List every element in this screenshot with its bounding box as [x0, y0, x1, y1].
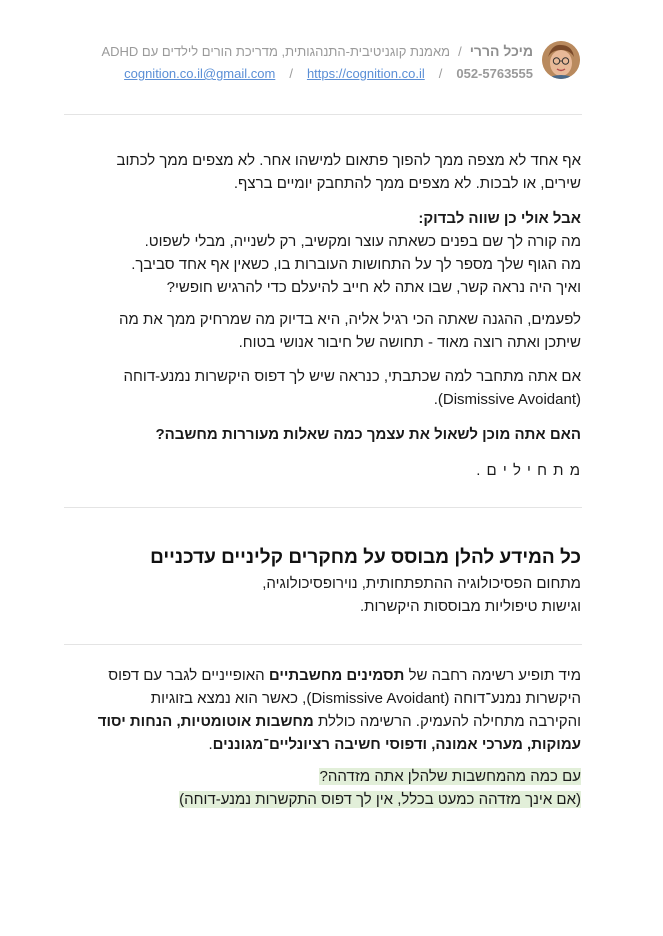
paragraph-line — [91, 788, 581, 811]
defense-paragraph — [91, 308, 581, 354]
paragraph-line: מתחום הפסיכולוגיה ההתפתחותית, נוירופסיכולוגיה, — [262, 575, 581, 592]
header-separator: / — [458, 44, 462, 59]
check-paragraph — [91, 207, 581, 299]
highlighted-question — [91, 765, 581, 811]
author-avatar — [542, 41, 580, 79]
paragraph-line: שיתכן ואתה רוצה מאוד - תחושה של חיבור אנושי בטוח. — [238, 334, 581, 351]
author-name: מיכל הררי — [469, 43, 533, 59]
paragraph-line — [91, 765, 581, 788]
paragraph-line: אם אתה מתחבר למה שכתבתי, כנראה שיש לך דפוס היקשרות נמנע-דוחה — [123, 368, 581, 385]
author-title: מאמנת קוגניטיבית-התנהגותית, מדריכת הורים לילדים עם ADHD — [101, 44, 451, 59]
paragraph-line: וגישות טיפוליות מבוססות היקשרות. — [360, 598, 581, 615]
paragraph-line: (Dismissive Avoidant). — [433, 391, 581, 408]
symptoms-intro-paragraph — [91, 664, 581, 756]
header-separator: / — [438, 66, 443, 81]
paragraph-line: מיד תופיע רשימה רחבה של תסמינים מחשבתיים האופייניים לגבר עם דפוס — [108, 667, 581, 684]
paragraph-line: שירים, או לבכות. לא מצפים ממך להתחבק יומיים ברצף. — [233, 175, 581, 192]
paragraph-line: עמוקות, מערכי אמונה, ודפוסי חשיבה רציונליים־מגוננים. — [208, 736, 581, 753]
author-website-link[interactable]: https://cognition.co.il — [306, 66, 425, 81]
question-line: האם אתה מוכן לשאול את עצמך כמה שאלות מעוררות מחשבה? — [155, 426, 581, 443]
research-heading: כל המידע להלן מבוסס על מחקרים קליניים עדכניים — [150, 547, 581, 568]
paragraph-line: אף אחד לא מצפה ממך להפוך פתאום למישהו אחר. לא מצפים ממך לכתוב — [116, 152, 581, 169]
paragraph-line: לפעמים, ההגנה שאתה הכי רגיל אליה, היא בדיוק מה שמרחיק ממך את מה — [119, 311, 581, 328]
check-heading: אבל אולי כן שווה לבדוק: — [418, 210, 581, 227]
paragraph-line: והקירבה מתחילה להעמיק. הרשימה כוללת מחשבות אוטומטיות, הנחות יסוד — [97, 713, 581, 730]
paragraph-line: ואיך היה נראה קשר, שבו אתה לא חייב להיעלם כדי להרגיש חופשי? — [166, 279, 581, 296]
research-subtext — [91, 572, 581, 618]
divider — [64, 507, 582, 508]
paragraph-line: מה קורה לך שם בפנים כשאתה עוצר ומקשיב, רק לשנייה, מבלי לשפוט. — [144, 233, 581, 250]
paragraph-line: מה הגוף שלך מספר לך על התחושות העוברות בו, כשאין אף אחד סביבך. — [131, 256, 581, 273]
divider — [64, 644, 582, 645]
divider — [64, 114, 582, 115]
attachment-paragraph — [91, 365, 581, 411]
start-line: מ ת ח י ל י ם . — [476, 462, 581, 479]
avatar-portrait-image — [542, 41, 580, 79]
author-email-link[interactable]: cognition.co.il@gmail.com — [124, 66, 276, 81]
header-separator: / — [289, 66, 293, 81]
header-name-line — [101, 43, 533, 59]
highlight: עם כמה מהמחשבות שלהלן אתה מזדהה? — [319, 768, 581, 785]
author-phone: 052-5763555 — [456, 66, 533, 81]
paragraph-line: היקשרות נמנע־דוחה (Dismissive Avoidant), כאשר הוא נמצא בזוגיות — [150, 690, 581, 707]
header-contact-line — [124, 66, 533, 81]
highlight: (אם אינך מזדהה כמעט בכלל, אין לך דפוס התקשרות נמנע-דוחה) — [179, 791, 581, 808]
intro-paragraph — [91, 149, 581, 195]
